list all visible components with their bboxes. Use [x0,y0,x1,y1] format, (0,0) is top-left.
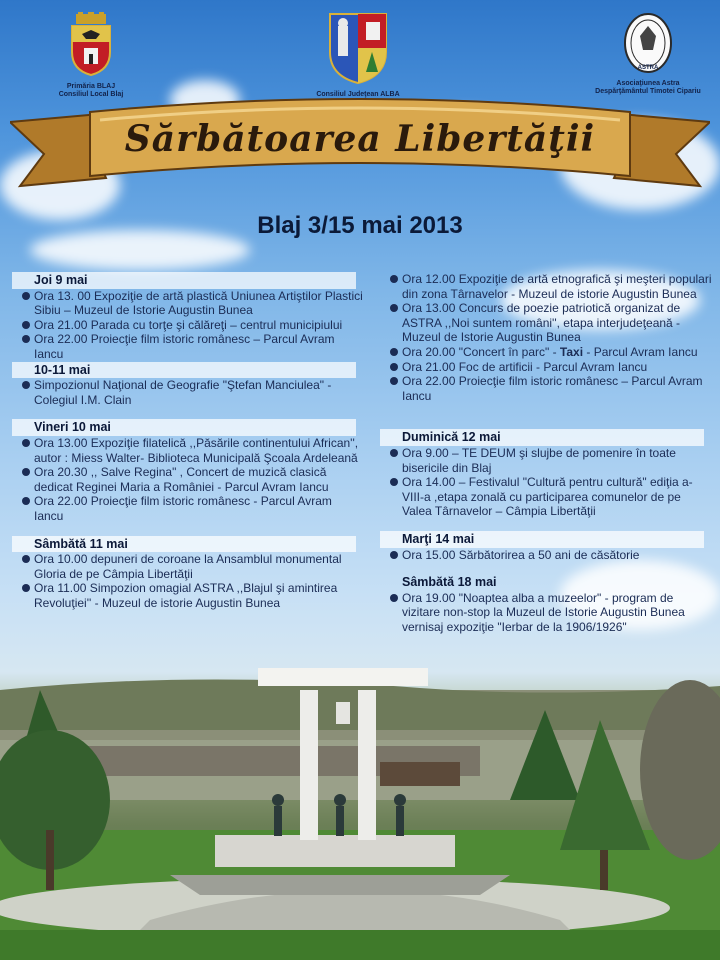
program-item-concert [380,345,712,360]
program-item: Ora 9.00 – TE DEUM şi slujbe de pomenire în toate bisericile din Blaj [380,446,712,475]
program-left-column [12,272,364,610]
program-item: Ora 11.00 Simpozion omagial ASTRA ,,Blajul şi amintirea Revoluţiei'' - Muzeul de istorie Augustin Bunea [12,581,364,610]
day-header: 10-11 mai [12,362,356,379]
day-header: Sâmbătă 18 mai [402,575,497,590]
program-item: Ora 22.00 Proiecţie film istoric românesc – Parcul Avram Iancu [12,332,364,361]
program-item: Ora 13.00 Concurs de poezie patriotică organizat de ASTRA ,,Noi suntem români'', etapa interjudeţeană - Muzeul de Istorie Augustin Bunea [380,301,712,345]
program-item: Simpozionul Naţional de Geografie "Ştefan Manciulea" - Colegiul I.M. Clain [12,378,364,407]
logo-right-line2: Despărţământul Timotei Cipariu [595,87,701,95]
concert-band-name: Taxi [559,344,584,359]
concert-prefix: Ora 20.00 "Concert în parc" - [402,344,560,359]
astra-seal-icon [588,12,708,72]
day-header: Joi 9 mai [12,272,356,289]
program-item: Ora 15.00 Sărbătorirea a 50 ani de căsătorie [380,548,712,563]
logo-primaria-blaj [46,12,136,99]
program-item: Ora 12.00 Expoziţie de artă etnografică şi meşteri populari din zona Târnavelor - Muzeul de istorie Augustin Bunea [380,272,712,301]
day-header: Vineri 10 mai [12,419,356,436]
event-dates: Blaj 3/15 mai 2013 [257,212,463,239]
program-item: Ora 20.30 ,, Salve Regina" , Concert de muzică clasică dedicat Reginei Maria a României - Parcul Avram Iancu [12,465,364,494]
program-item: Ora 14.00 – Festivalul "Cultură pentru cultură" ediţia a-VIII-a ,etapa zonală cu participarea comunelor de pe Valea Târnavelor – Câmpia Libertăţii [380,475,712,519]
program-item: Ora 10.00 depuneri de coroane la Ansamblul monumental Gloria de pe Câmpia Libertăţii [12,552,364,581]
program-right-column [380,272,712,634]
astra-seal-label: ASTRA [637,65,659,72]
page-title: Sărbătoarea Libertăţii [124,118,596,160]
logo-left-line2: Consiliul Local Blaj [58,91,124,99]
program-item: Ora 22.00 Proiecţie film istoric românesc – Parcul Avram Iancu [380,374,712,403]
day-header: Sâmbătă 11 mai [12,536,356,553]
logo-consiliul-judetean [308,12,408,99]
logo-right-line1: Asociaţiunea Astra [616,79,680,87]
day-header: Marţi 14 mai [380,531,704,548]
concert-suffix: - Parcul Avram Iancu [583,344,698,359]
day-header: Duminică 12 mai [380,429,704,446]
alba-county-coat-of-arms-icon [308,12,408,87]
logo-asociatiunea-astra [588,12,708,96]
program-item: Ora 21.00 Parada cu torţe şi călăreţi – centrul municipiului [12,318,364,333]
program-item: Ora 21.00 Foc de artificii - Parcul Avram Iancu [380,360,712,375]
blaj-coat-of-arms-icon [46,12,136,79]
monument-landscape-photo [0,650,720,960]
program-item: Ora 13.00 Expoziţie filatelică ,,Păsările continentului African'', autor : Miess Walter- Biblioteca Municipală Şcoala Ardeleană [12,436,364,465]
logo-center-line1: Consiliul Judeţean ALBA [316,91,400,99]
logo-left-line1: Primăria BLAJ [66,83,116,91]
program-item: Ora 22.00 Proiecţie film istoric românesc - Parcul Avram Iancu [12,494,364,523]
program-item: Ora 19.00 "Noaptea alba a muzeelor" - program de vizitare non-stop la Muzeul de Istorie Augustin Bunea vernisaj expoziţie "Ierbar de la 1906/1926" [380,591,712,635]
program-item: Ora 13. 00 Expoziţie de artă plastică Uniunea Artiştilor Plastici Sibiu – Muzeul de Istorie Augustin Bunea [12,289,364,318]
